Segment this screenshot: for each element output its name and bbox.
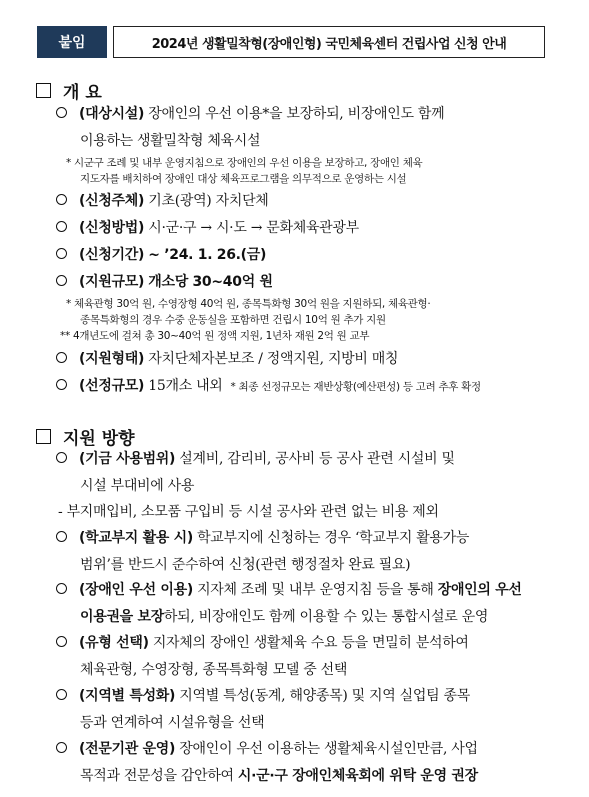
item-text: 장애인이 우선 이용하는 생활체육시설인만큼, 사업 [179,741,478,757]
item-expert-operation [56,736,564,790]
item-text-cont: 범위’를 반드시 준수하여 신청(관련 행정절차 완료 필요) [80,557,411,573]
section-overview-title: 개 요 [63,83,102,103]
item-text: 시·군·구 → 시·도 → 문화체육관광부 [148,220,359,236]
note-line: 종목특화형의 경우 수중 운동실을 포함하면 건립시 10억 원 추가 지원 [80,314,386,326]
bullet-circle-icon [56,531,67,542]
note-line: * 체육관형 30억 원, 수영장형 40억 원, 종목특화형 30억 원을 지원하되, 체육관형· [66,298,431,310]
note-inline: * 최종 선정규모는 재반상황(예산편성) 등 고려 추후 확정 [230,381,481,393]
item-regional [56,683,564,737]
dash-item-excluded: - 부지매입비, 소모품 구입비 등 시설 공사와 관련 없는 비용 제외 [58,504,439,520]
item-text-cont: 등과 연계하여 시설유형을 선택 [80,715,265,731]
checkbox-square-icon [36,429,51,444]
item-label: (지원형태) [79,351,145,367]
item-method [56,215,564,242]
item-fund-scope [56,446,564,500]
item-text-cont: 이용하는 생활밀착형 체육시설 [80,133,261,149]
bullet-circle-icon [56,636,67,647]
item-type-select [56,630,564,684]
item-label: (신청기간) [79,247,145,263]
bullet-circle-icon [56,452,67,463]
item-priority-use [56,577,564,631]
item-text: 지자체 조례 및 내부 운영지침 등을 통해 [197,582,434,598]
item-form [56,346,564,373]
bullet-circle-icon [56,248,67,259]
item-text-cont: 시설 부대비에 사용 [80,478,195,494]
document-header [37,26,545,58]
item-text: 자치단체자본보조 / 정액지원, 지방비 매칭 [148,351,399,367]
bullet-circle-icon [56,352,67,363]
item-text: 지자체의 장애인 생활체육 수요 등을 면밀히 분석하여 [152,635,469,651]
section-direction-title: 지원 방향 [63,429,135,449]
attachment-tag: 붙임 [37,26,107,58]
item-label: (전문기관 운영) [79,741,176,757]
item-label: (장애인 우선 이용) [79,582,193,598]
item-label: (지원규모) [79,274,145,290]
item-text: 개소당 30~40억 원 [148,274,273,290]
item-text-bold: 장애인의 우선 [437,582,522,598]
note-line: ** 4개년도에 걸쳐 총 30~40억 원 정액 지원, 1년차 재원 2억 원 교부 [60,330,370,342]
item-text-cont: 목적과 전문성을 감안하여 [80,768,234,784]
item-label: (기금 사용범위) [79,451,176,467]
item-label: (신청주체) [79,193,145,209]
bullet-circle-icon [56,275,67,286]
item-scale [56,269,564,296]
item-label: (신청방법) [79,220,145,236]
item-label: (지역별 특성화) [79,688,176,704]
item-label: (학교부지 활용 시) [79,530,193,546]
bullet-circle-icon [56,689,67,700]
bullet-circle-icon [56,221,67,232]
item-text-cont: 하되, 비장애인도 함께 이용할 수 있는 통합시설로 운영 [163,609,489,625]
bullet-circle-icon [56,742,67,753]
bullet-circle-icon [56,583,67,594]
item-text: 장애인의 우선 이용*을 보장하되, 비장애인도 함께 [148,106,445,122]
item-label: (선정규모) [79,378,145,394]
item-text: 기초(광역) 자치단체 [148,193,269,209]
bullet-circle-icon [56,107,67,118]
item-text-bold: 시·군·구 장애인체육회에 위탁 운영 권장 [237,768,478,784]
item-text: ~ ’24. 1. 26.(금) [148,247,267,263]
item-selection [56,373,564,401]
item-school-site [56,525,564,579]
item-text-bold: 이용권을 보장 [80,609,164,625]
item-label: (유형 선택) [79,635,149,651]
note-line: * 시군구 조례 및 내부 운영지침으로 장애인의 우선 이용을 보장하고, 장애인 체육 [66,157,423,169]
note-scale [60,296,566,344]
bullet-circle-icon [56,379,67,390]
item-applicant [56,188,564,215]
checkbox-square-icon [36,83,51,98]
bullet-circle-icon [56,194,67,205]
note-target [66,155,566,187]
item-period [56,242,564,269]
item-text: 학교부지에 신청하는 경우 ‘학교부지 활용가능 [197,530,470,546]
item-text: 지역별 특성(동계, 해양종목) 및 지역 실업팀 종목 [179,688,470,704]
section-overview-heading [36,78,102,103]
item-label: (대상시설) [79,106,145,122]
note-line: 지도자를 배치하여 장애인 대상 체육프로그램을 의무적으로 운영하는 시설 [80,173,407,185]
item-text: 15개소 내외 [148,378,223,394]
item-text-cont: 체육관형, 수영장형, 종목특화형 모델 중 선택 [80,662,348,678]
document-title: 2024년 생활밀착형(장애인형) 국민체육센터 건립사업 신청 안내 [113,26,545,58]
item-target-facility [56,101,564,155]
item-text: 설계비, 감리비, 공사비 등 공사 관련 시설비 및 [179,451,455,467]
